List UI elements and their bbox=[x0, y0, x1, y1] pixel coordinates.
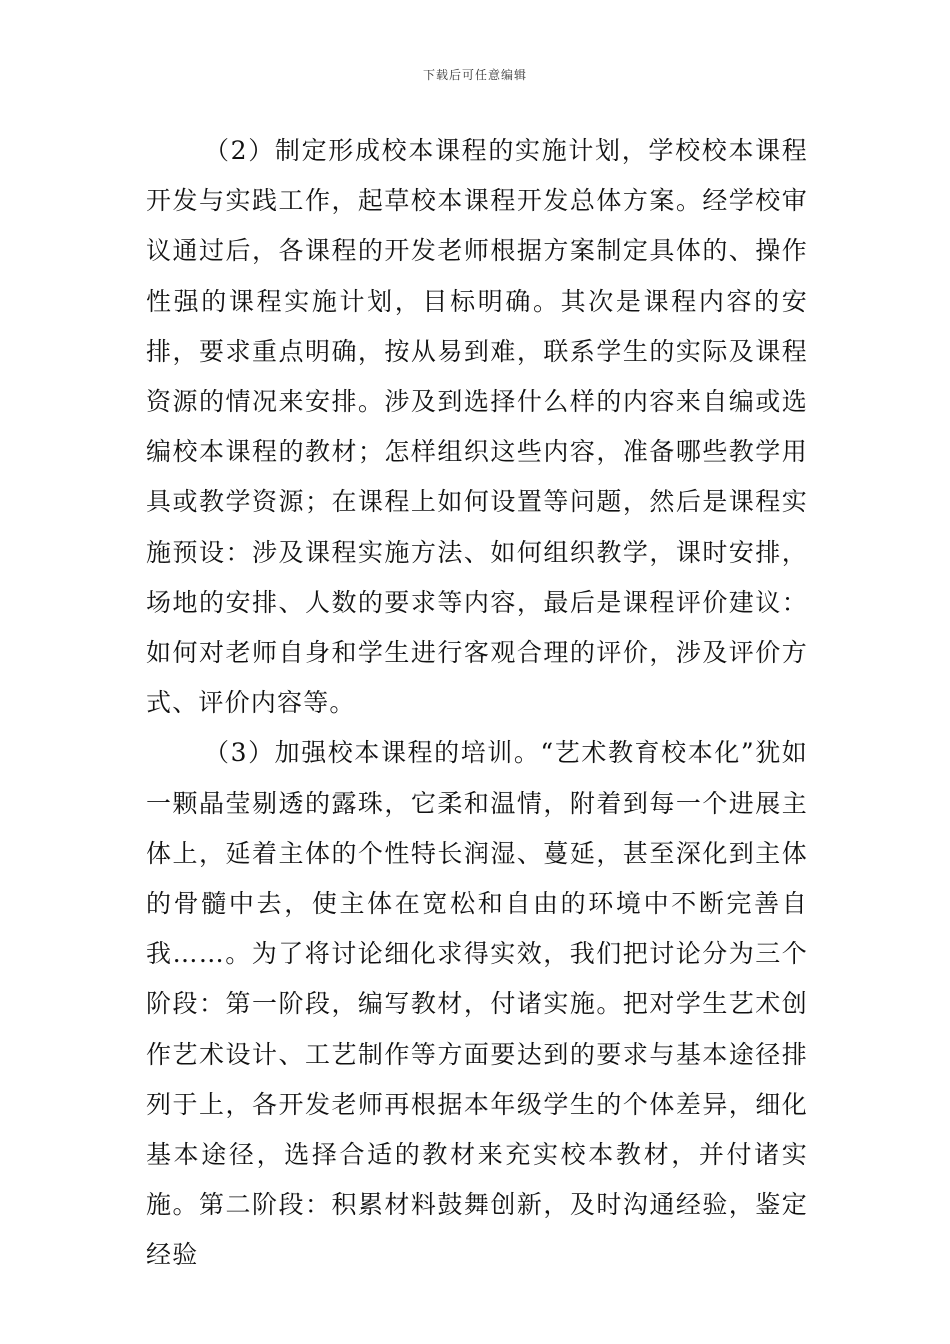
header-note: 下载后可任意编辑 bbox=[422, 68, 527, 82]
body-text bbox=[146, 126, 808, 1281]
paragraph-3: （3）加强校本课程的培训。“艺术教育校本化”犹如一颗晶莹剔透的露珠，它柔和温情，附着到每一个进展主体上，延着主体的个性特长润湿、蔓延，甚至深化到主体的骨髓中去，使主体在宽松和自由的环境中不断完善自我……。为了将讨论细化求得实效，我们把讨论分为三个阶段：第一阶段，编写教材，付诸实施。把对学生艺术创作艺术设计、工艺制作等方面要达到的要求与基本途径排列于上，各开发老师再根据本年级学生的个体差异，细化基本途径，选择合适的教材来充实校本教材，并付诸实施。第二阶段：积累材料鼓舞创新，及时沟通经验，鉴定经验 bbox=[146, 738, 808, 1270]
paragraph-2: （2）制定形成校本课程的实施计划，学校校本课程开发与实践工作，起草校本课程开发总体方案。经学校审议通过后，各课程的开发老师根据方案制定具体的、操作性强的课程实施计划，目标明确。其次是课程内容的安排，要求重点明确，按从易到难，联系学生的实际及课程资源的情况来安排。涉及到选择什么样的内容来自编或选编校本课程的教材；怎样组织这些内容，准备哪些教学用具或教学资源；在课程上如何设置等问题，然后是课程实施预设：涉及课程实施方法、如何组织教学，课时安排，场地的安排、人数的要求等内容，最后是课程评价建议：如何对老师自身和学生进行客观合理的评价，涉及评价方式、评价内容等。 bbox=[146, 136, 808, 718]
